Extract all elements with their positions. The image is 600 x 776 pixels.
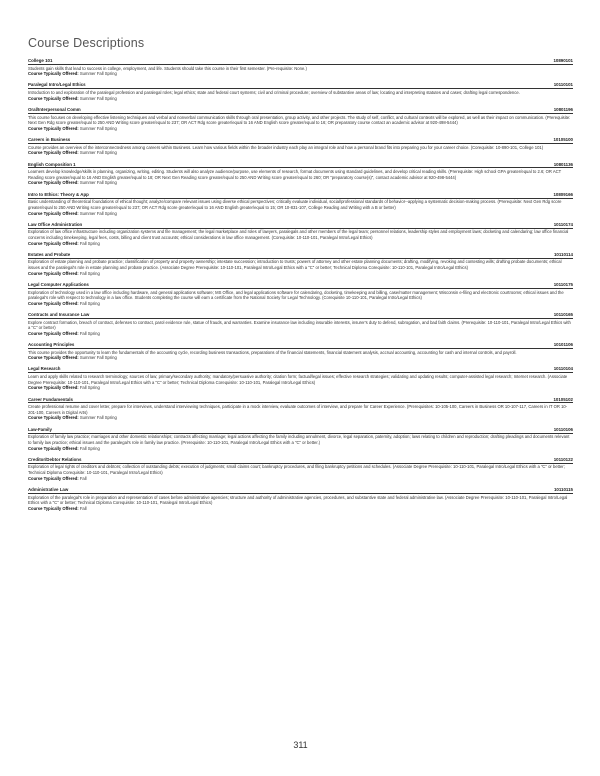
course-name: Careers in Business: [28, 137, 71, 143]
course-header: [28, 162, 573, 169]
offered-label: Course Typically Offered:: [28, 505, 79, 511]
course-offered: [28, 180, 573, 186]
course-description: Exploration of legal rights of creditors and debtors; collection of outstanding debts; execution of judgments; small claims court; bankruptcy procedures, and filing bankruptcy petitions and schedules. (Associate Degree Prerequisite: 10-110-101, Paralegal Intro/Legal Ethics with a "C" or better; Technical Diploma Corequisite: 10-110-101, Paralegal Intro/Legal Ethics): [28, 464, 565, 476]
course-code: 10801136: [553, 161, 573, 167]
course-header: [28, 342, 573, 349]
course-name: Legal Computer Applications: [28, 281, 89, 287]
course-entry: [28, 252, 573, 276]
course-name: English Composition 1: [28, 161, 76, 167]
course-description: Exploration of family law practice; marriages and other domestic relationships; contracts affecting marriage; legal actions affecting the family including annulment, divorce, legal separation, paternity, adoption; laws relating to children and reproduction; drafting pleadings and documents relevant to family law practice; ethical issues and the paralegal's role in family law practice. (Prerequisite: 10-110-101, Paralegal Intro/Legal Ethics with a "C" or better.): [28, 434, 570, 445]
course-name: Career Fundamentals: [28, 396, 73, 402]
offered-terms: Summer Fall Spring: [79, 71, 117, 77]
offered-label: Course Typically Offered:: [28, 355, 79, 361]
course-entry: [28, 397, 573, 421]
course-description: Learn and apply skills related to research terminology; sources of law; primary/secondary authority; mandatory/persuasive authority; citation form; factual/legal issues; effective research strategies; validating and updating results; computer-assisted legal research; Internet research. (Associate Degree Prerequisite: 10-110-101, Paralegal Intro/Legal Ethics with a "C" or better; Technical Diploma Corequisite: 10-110-101, Paralegal Intro/Legal Ethics): [28, 374, 568, 385]
course-offered: [28, 241, 573, 247]
course-code: 10801196: [553, 106, 573, 112]
offered-label: Course Typically Offered:: [28, 330, 79, 336]
course-entry: [28, 137, 573, 156]
offered-terms: Fall Spring: [79, 385, 100, 391]
course-code: 10110106: [553, 426, 573, 432]
course-description: Introduction to and exploration of the paralegal profession and paralegal roles; legal ethics; state and federal court systems; civil and criminal procedure; overview of substantive areas of law; locating and interpreting statutes and cases; drafting legal correspondence.: [28, 90, 520, 96]
course-code: 10890101: [553, 58, 573, 63]
course-code: 10110122: [553, 456, 573, 462]
course-offered: [28, 96, 573, 102]
course-offered: [28, 150, 573, 156]
course-header: [28, 192, 573, 199]
course-name: Creditor/Debtor Relations: [28, 456, 82, 462]
course-offered: [28, 385, 573, 391]
course-code: 10110114: [553, 251, 573, 257]
course-entry: [28, 366, 573, 390]
offered-terms: Summer Fall Spring: [79, 355, 117, 361]
course-offered: [28, 476, 573, 482]
course-offered: [28, 211, 573, 217]
offered-label: Course Typically Offered:: [28, 95, 79, 101]
course-header: [28, 427, 573, 434]
course-entry: [28, 312, 573, 336]
offered-terms: Summer Fall Spring: [79, 210, 117, 216]
course-name: Law-Family: [28, 426, 52, 432]
course-header: [28, 487, 573, 494]
course-description: Exploration of the paralegal's role in preparation and representation of cases before administrative agencies; structure and authority of administrative agencies, procedures, and substantive state and federal administrative law. (Associate Degree Prerequisite: 10-110-101, Paralegal Intro/Legal Ethics with a "C" or better; Technical Diploma Corequisite: 10-110-101, Paralegal Intro/Legal Ethics): [28, 494, 568, 506]
page-number: 311: [293, 740, 308, 750]
course-header: [28, 137, 573, 144]
course-list: [28, 58, 573, 517]
course-description: Basic understanding of theoretical foundations of ethical thought; analyze/compare relevant issues using diverse ethical perspectives; critically evaluate individual, social/professional standards of behavior--applying a systematic decision-making process. (Prerequisite: Next Gen Rdg score greater/equal to 250 AND Writing score greater/equal to 237; OR ACT Rdg score greater/equal to 16 AND English greater/equal to 15; OR 10-831-107, College Reading and Writing with a B or better): [28, 199, 562, 210]
course-name: Legal Research: [28, 366, 61, 372]
offered-label: Course Typically Offered:: [28, 71, 79, 77]
course-header: [28, 366, 573, 373]
course-name: Oral/Interpersonal Comm: [28, 106, 81, 112]
course-offered: [28, 331, 573, 337]
course-header: [28, 252, 573, 259]
offered-label: Course Typically Offered:: [28, 150, 79, 156]
course-header: [28, 397, 573, 404]
course-description: This course focuses on developing effective listening techniques and verbal and nonverbal communication skills through oral presentation, group activity, and other projects. The study of self, conflict, and cultural contexts will be explored, as well as their impact on communication. (Prerequisite: Next Gen Rdg score greater/equal to 250 AND Writing score greater/equal to 237; OR ACT Rdg score greater/equal to 16 AND English score greater/equal to 16; OR preparatory course contact an academic advisor at 920-498-5444): [28, 114, 571, 126]
course-code: 10110165: [553, 311, 573, 317]
course-description: This course provides the opportunity to learn the fundamentals of the accounting cycle, recording business transactions, preparations of the financial statements, financial statement analysis, accrual accounting, accounting for cash and internal controls, and payroll.: [28, 349, 517, 355]
course-entry: [28, 162, 573, 186]
offered-label: Course Typically Offered:: [28, 125, 79, 131]
course-header: [28, 58, 573, 65]
offered-label: Course Typically Offered:: [28, 385, 79, 391]
offered-terms: Fall Spring: [79, 300, 100, 306]
course-name: Contracts and Insurance Law: [28, 311, 90, 317]
course-header: [28, 82, 573, 89]
course-code: 10110174: [553, 221, 573, 227]
course-description: Explore contract formation, breach of contract, defenses to contract, parol evidence rule, statue of frauds, and warranties. Examine insurance law including insurable interests, insurer's duty to defend, subrogation, and bad faith claims. (Prerequisite: 10-110-101, Paralegal Intro/Legal Ethics with a "C" or better): [28, 319, 571, 331]
offered-label: Course Typically Offered:: [28, 300, 79, 306]
offered-label: Course Typically Offered:: [28, 240, 79, 246]
course-name: Intro to Ethics: Theory & App: [28, 191, 89, 197]
course-entry: [28, 457, 573, 481]
course-name: Paralegal Intro/Legal Ethics: [28, 82, 86, 88]
offered-terms: Fall Spring: [79, 445, 100, 451]
course-description: Exploration of estate planning and probate practice; classification of property and property ownership; intestate succession; introduction to trusts; powers of attorney and other estate planning documents; drafting, modifying, revoking and contesting wills; drafting probate documents; ethical issues and the paralegal's role in estate planning and probate practice. (Associate Degree Prerequisite: 10-110-101, Paralegal Intro/Legal Ethics with a "C" or better; Technical Diploma Corequisite: 10-110-101, Paralegal Intro/Legal Ethics): [28, 259, 562, 271]
course-entry: [28, 222, 573, 246]
course-name: Administrative Law: [28, 486, 69, 492]
course-header: [28, 107, 573, 114]
offered-terms: Fall: [79, 505, 87, 511]
offered-label: Course Typically Offered:: [28, 445, 79, 451]
course-code: 10110101: [553, 82, 573, 88]
course-offered: [28, 301, 573, 307]
course-offered: [28, 506, 573, 512]
course-entry: [28, 107, 573, 131]
offered-terms: Summer Fall Spring: [79, 415, 117, 421]
course-description: Students gain skills that lead to success in college, employment, and life. Students should take this course in their first semester. (Pre-requisite: None.): [28, 65, 307, 71]
course-description: Course provides an overview of the interconnectedness among careers within Business. Learn how various fields within the broader industry each play an integral role and how a personal brand fits into preparing you for your career choice. (Corequisite: 10-890-101, College 101): [28, 144, 544, 150]
course-code: 10809166: [553, 191, 573, 197]
course-code: 10110115: [553, 486, 573, 492]
offered-terms: Fall Spring: [79, 330, 100, 336]
course-entry: [28, 427, 573, 451]
course-offered: [28, 126, 573, 132]
offered-label: Course Typically Offered:: [28, 210, 79, 216]
course-offered: [28, 446, 573, 452]
offered-terms: Fall Spring: [79, 240, 100, 246]
course-entry: [28, 282, 573, 306]
course-name: College 101: [28, 58, 53, 63]
course-entry: [28, 342, 573, 361]
offered-label: Course Typically Offered:: [28, 475, 79, 481]
course-name: Accounting Principles: [28, 342, 75, 347]
course-header: [28, 457, 573, 464]
offered-label: Course Typically Offered:: [28, 270, 79, 276]
offered-terms: Fall: [79, 475, 87, 481]
offered-label: Course Typically Offered:: [28, 180, 79, 186]
course-offered: [28, 71, 573, 77]
course-entry: [28, 192, 573, 216]
page-title: Course Descriptions: [28, 36, 145, 50]
course-description: Create professional resume and cover letter, prepare for interviews, understand interviewing techniques, participate in a mock interview, evaluate outcomes of interview, and prepare for Career Experience. (Prerequisites: 10-105-100, Careers in Business OR 10-107-117, Careers in IT OR 10-201-100, Careers in Digital Arts): [28, 404, 568, 415]
course-code: 10101106: [553, 342, 573, 347]
course-header: [28, 282, 573, 289]
course-offered: [28, 355, 573, 361]
offered-terms: Summer Fall Spring: [79, 180, 117, 186]
course-code: 10105100: [553, 137, 573, 143]
course-name: Estates and Probate: [28, 251, 71, 257]
course-code: 10105102: [553, 396, 573, 402]
course-header: [28, 312, 573, 319]
course-offered: [28, 415, 573, 421]
course-description: Exploration of technology used in a law office including hardware, and general applications software; MS Office, and legal applications software for calendaring, docketing, timekeeping and billing, case/matter management; Wisconsin e-filing and electronic courtrooms; ethical issues and the paralegal's role with respect to technology in a law office. Students completing the course will earn a certificate from the National Society for Legal Technology. (Corequisite 10-110-101, Paralegal Intro/Legal Ethics): [28, 289, 564, 301]
offered-terms: Summer Fall Spring: [79, 150, 117, 156]
course-offered: [28, 271, 573, 277]
course-description: Learners develop knowledge/skills in planning, organizing, writing, editing. Students will also analyze audience/purpose, use elements of research, format documents using standard guidelines, and develop critical reading skills. (Prerequisite: High school GPA greater/equal to 2.6; OR ACT Reading score greater/equal to 16 AND English greater/equal to 18; OR Next Gen Reading score greater/equal to 250 AND Writing score greater/equal to 260; OR "preparatory course(s)", contact academic advisor at 920-498-5444): [28, 169, 562, 180]
course-code: 10110104: [553, 366, 573, 372]
offered-label: Course Typically Offered:: [28, 415, 79, 421]
course-code: 10110175: [553, 281, 573, 287]
course-entry: [28, 82, 573, 101]
offered-terms: Fall Spring: [79, 270, 100, 276]
course-entry: [28, 58, 573, 77]
course-header: [28, 222, 573, 229]
course-entry: [28, 487, 573, 511]
offered-terms: Summer Fall Spring: [79, 95, 117, 101]
offered-terms: Summer Fall Spring: [79, 125, 117, 131]
course-name: Law Office Administration: [28, 221, 83, 227]
course-description: Exploration of law office infrastructure including organization systems and file management; the legal marketplace and roles of lawyers, paralegals and other members of the legal team; personnel relations, leadership styles and employment laws; docketing and calendaring; law office financial concerns including timekeeping, legal fees, costs, billing and client trust accounts; ethical considerations in law office management. (Corequisite: 10-110-101, Paralegal Intro/Legal Ethics): [28, 229, 569, 240]
